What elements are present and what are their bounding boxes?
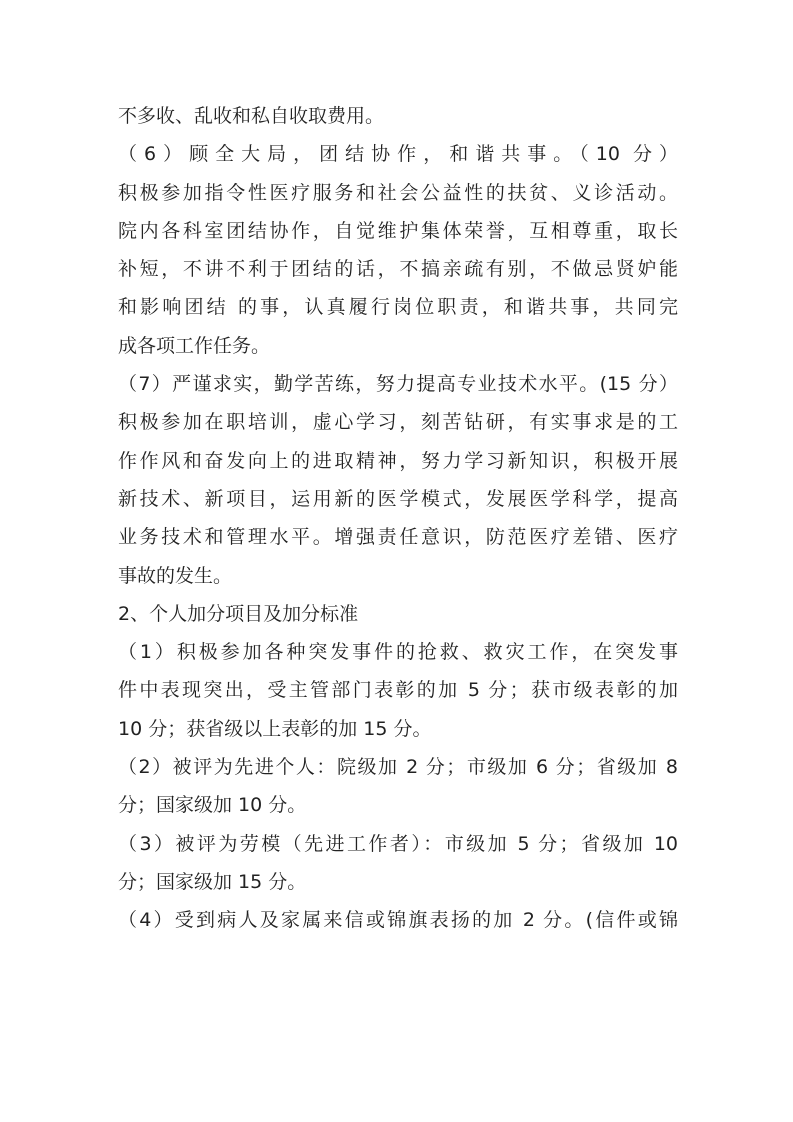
text-line: 10 分；获省级以上表彰的加 15 分。 <box>118 717 432 740</box>
section-heading: 2、个人加分项目及加分标准 <box>118 602 359 625</box>
text-line: （3）被评为劳模（先进工作者）：市级加 5 分；省级加 10 <box>118 832 678 855</box>
text-line: 院内各科室团结协作，自觉维护集体荣誉，互相尊重，取长 <box>118 219 678 242</box>
text-line: 成各项工作任务。 <box>118 334 271 357</box>
text-line: 积极参加指令性医疗服务和社会公益性的扶贫、义诊活动。 <box>118 181 678 204</box>
text-line: 业务技术和管理水平。增强责任意识，防范医疗差错、医疗 <box>118 526 678 549</box>
text-line: 和影响团结 的事，认真履行岗位职责，和谐共事，共同完 <box>118 296 678 319</box>
text-line: （2）被评为先进个人：院级加 2 分；市级加 6 分；省级加 8 <box>118 756 678 779</box>
text-line: （4）受到病人及家属来信或锦旗表扬的加 2 分。(信件或锦 <box>118 909 678 932</box>
text-line: 分；国家级加 10 分。 <box>118 794 307 817</box>
text-line: 作作风和奋发向上的进取精神，努力学习新知识，积极开展 <box>118 449 678 472</box>
text-line: 事故的发生。 <box>118 564 233 587</box>
text-line: （7）严谨求实，勤学苦练，努力提高专业技术水平。(15 分） <box>118 373 678 396</box>
text-line: 新技术、新项目，运用新的医学模式，发展医学科学，提高 <box>118 487 678 510</box>
text-line: （1）积极参加各种突发事件的抢救、救灾工作，在突发事 <box>118 641 678 664</box>
text-line: 积极参加在职培训，虚心学习，刻苦钻研，有实事求是的工 <box>118 411 678 434</box>
text-line: 件中表现突出，受主管部门表彰的加 5 分；获市级表彰的加 <box>118 679 678 702</box>
text-line: 补短，不讲不利于团结的话，不搞亲疏有别，不做忌贤妒能 <box>118 258 678 281</box>
document-page <box>118 97 678 940</box>
text-line: （6）顾全大局，团结协作，和谐共事。（10 分） <box>118 143 678 166</box>
text-line: 不多收、乱收和私自收取费用。 <box>118 105 385 127</box>
text-line: 分；国家级加 15 分。 <box>118 870 307 893</box>
